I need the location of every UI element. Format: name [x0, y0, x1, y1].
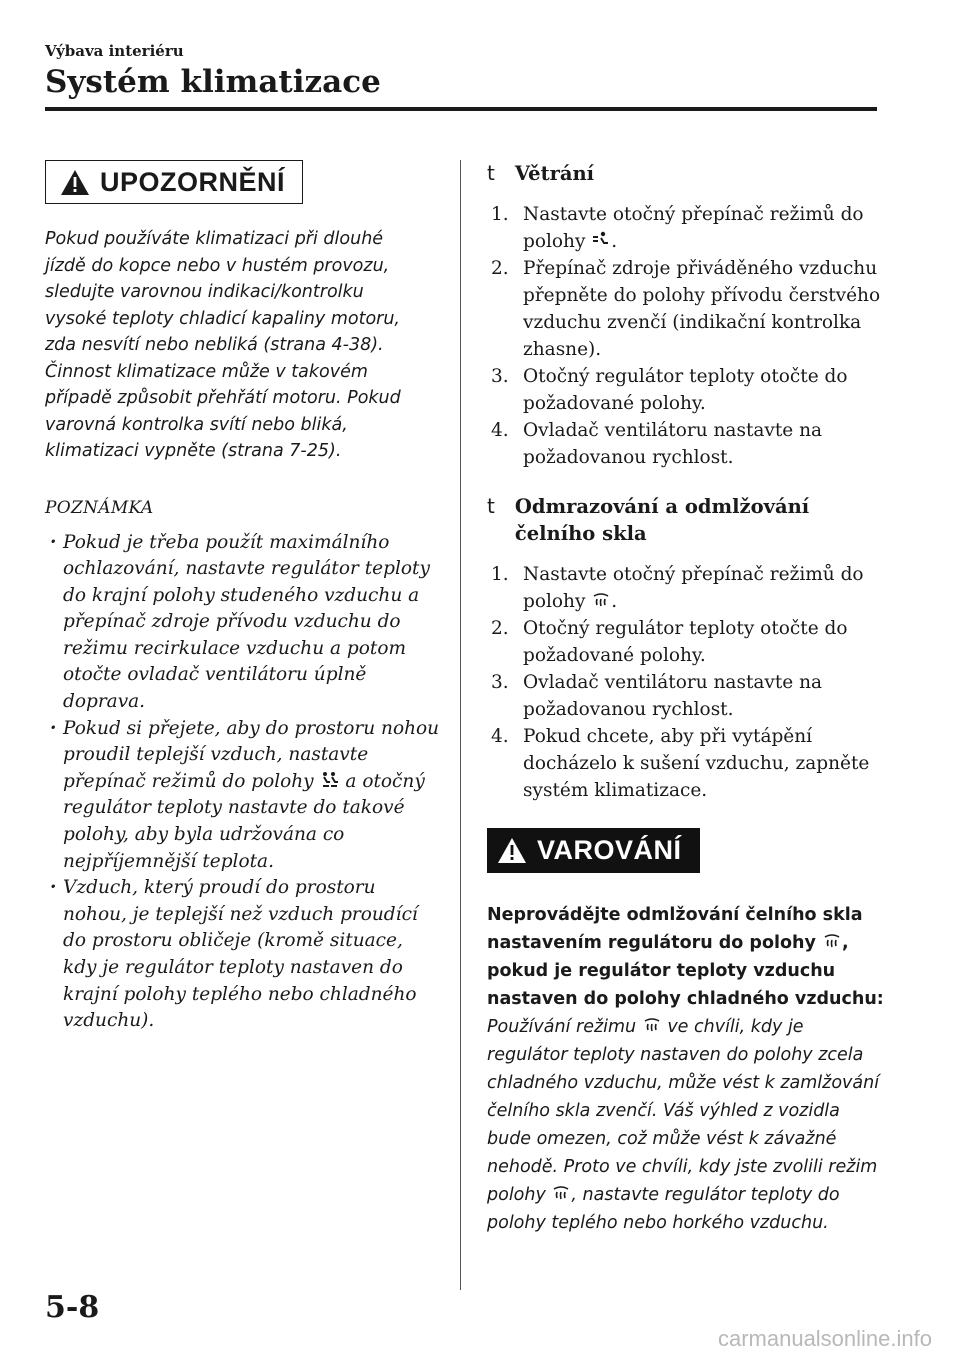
note-item: [45, 716, 440, 876]
step-text: Otočný regulátor teploty otočte do požadované polohy.: [523, 366, 848, 414]
foot-mode-icon: [321, 771, 339, 789]
step-item: [487, 255, 887, 363]
warning-body-part: Používání režimu: [487, 1017, 637, 1037]
step-item: [487, 561, 887, 615]
step-number: 2.: [491, 618, 509, 639]
defrost-title: Odmrazování a odmlžování čelního skla: [514, 495, 810, 545]
step-text: Otočný regulátor teploty otočte do požadované polohy.: [523, 618, 848, 666]
section-marker: t: [487, 161, 495, 185]
step-number: 1.: [491, 564, 509, 585]
defrost-icon: [552, 1184, 570, 1202]
step-item: [487, 669, 887, 723]
warning-body-text: [487, 1013, 887, 1237]
note-item-text: a otočný regulátor teploty nastavte do takové polohy, aby byla udržována co nejpříjemnější teplota.: [63, 770, 425, 872]
ventilation-heading: [487, 160, 887, 187]
column-divider: [460, 160, 461, 1290]
note-list: [45, 530, 440, 1035]
ventilation-steps: [487, 201, 887, 471]
warning-bold-part: , pokud je regulátor teploty vzduchu nastaven do polohy chladného vzduchu:: [487, 933, 884, 1009]
step-number: 2.: [491, 258, 509, 279]
step-item: [487, 615, 887, 669]
defrost-icon: [592, 591, 610, 609]
warning-triangle-icon: [60, 169, 90, 196]
face-vent-mode-icon: [592, 231, 610, 249]
step-text: Pokud chcete, aby při vytápění docházelo k sušení vzduchu, zapněte systém klimatizace.: [523, 726, 870, 801]
step-number: 3.: [491, 672, 509, 693]
step-item: [487, 201, 887, 255]
step-text: .: [611, 591, 618, 612]
caution-label-box: [45, 160, 303, 204]
warning-bold-text: [487, 901, 887, 1013]
defrost-steps: [487, 561, 887, 804]
warning-body-part: ve chvíli, kdy je regulátor teploty nastaven do polohy zcela chladného vzduchu, může vést k zamlžování čelního skla zvenčí. Váš výhled z vozidla bude omezen, což může vést k závažné nehodě. Proto ve chvíli, kdy jste zvolili režim polohy: [487, 1017, 880, 1205]
step-text: Nastavte otočný přepínač režimů do polohy: [523, 204, 864, 252]
section-label: Výbava interiéru: [45, 42, 184, 60]
defrost-heading: [487, 493, 887, 547]
caution-label: UPOZORNĚNÍ: [100, 166, 286, 197]
warning-body-part: , nastavte regulátor teploty do polohy teplého nebo horkého vzduchu.: [487, 1185, 840, 1233]
step-number: 4.: [491, 726, 509, 747]
warning-triangle-icon: [497, 837, 527, 864]
step-text: .: [611, 231, 618, 252]
step-text: Ovladač ventilátoru nastavte na požadovanou rychlost.: [523, 672, 823, 720]
step-number: 3.: [491, 366, 509, 387]
note-item: [45, 875, 440, 1035]
note-item: [45, 530, 440, 716]
step-item: [487, 363, 887, 417]
note-item-text: Vzduch, který proudí do prostoru nohou, je teplejší než vzduch proudící do prostoru obličeje (kromě situace, kdy je regulátor teploty nastaven do krajní polohy teplého nebo chladného vzduchu).: [63, 877, 418, 1032]
right-column: [487, 160, 887, 1237]
watermark: carmanualsonline.info: [717, 1326, 932, 1351]
warning-block: [487, 828, 887, 1237]
warning-label-box: [487, 828, 700, 873]
step-number: 4.: [491, 420, 509, 441]
page-title: Systém klimatizace: [45, 64, 381, 100]
step-item: [487, 723, 887, 804]
warning-bold-part: Neprovádějte odmlžování čelního skla nastavením regulátoru do polohy: [487, 905, 863, 953]
page-header: [45, 42, 875, 101]
header-rule: [45, 107, 877, 111]
warning-label: VAROVÁNÍ: [537, 835, 682, 865]
note-item-text: Pokud si přejete, aby do prostoru nohou proudil teplejší vzduch, nastavte přepínač režimů do polohy: [63, 717, 440, 792]
defrost-icon: [823, 932, 841, 950]
step-text: Nastavte otočný přepínač režimů do polohy: [523, 564, 864, 612]
note-heading: POZNÁMKA: [45, 497, 154, 518]
step-number: 1.: [491, 204, 509, 225]
page-number: 5-8: [45, 1290, 100, 1325]
section-marker: t: [487, 494, 495, 518]
ventilation-title: Větrání: [514, 162, 595, 185]
step-item: [487, 417, 887, 471]
step-text: Ovladač ventilátoru nastavte na požadovanou rychlost.: [523, 420, 823, 468]
step-text: Přepínač zdroje přiváděného vzduchu přepněte do polohy přívodu čerstvého vzduchu zvenčí (indikační kontrolka zhasne).: [523, 258, 881, 360]
defrost-icon: [643, 1016, 661, 1034]
caution-text: Pokud používáte klimatizaci při dlouhé jízdě do kopce nebo v hustém provozu, sledujte varovnou indikaci/kontrolku vysoké teploty chladicí kapaliny motoru, zda nesvítí nebo nebliká (strana 4-38). Činnost klimatizace může v takovém případě způsobit přehřátí motoru. Pokud varovná kontrolka svítí nebo bliká, klimatizaci vypněte (strana 7-25).: [45, 229, 401, 461]
left-column: [45, 160, 440, 1035]
note-item-text: Pokud je třeba použít maximálního ochlazování, nastavte regulátor teploty do krajní polohy studeného vzduchu a přepínač zdroje přívodu vzduchu do režimu recirkulace vzduchu a potom otočte ovladač ventilátoru úplně doprava.: [63, 531, 430, 713]
